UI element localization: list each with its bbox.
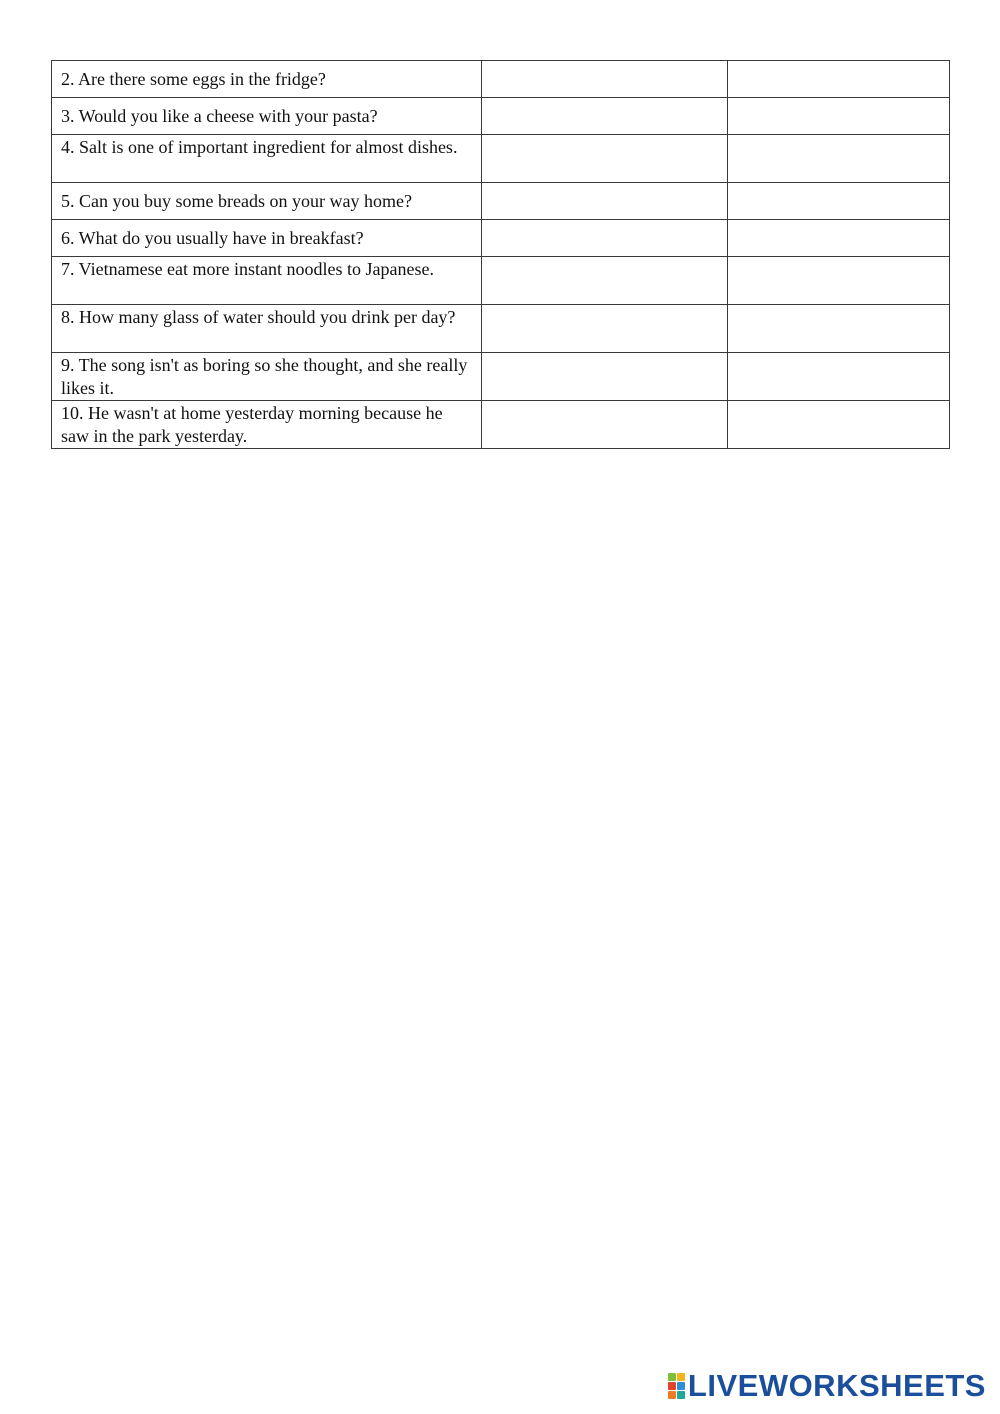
- question-cell: 2. Are there some eggs in the fridge?: [52, 61, 482, 98]
- question-cell: 7. Vietnamese eat more instant noodles to Japanese.: [52, 257, 482, 305]
- question-cell: 6. What do you usually have in breakfast?: [52, 220, 482, 257]
- logo-tile: [677, 1373, 685, 1381]
- answer-cell: [728, 98, 950, 135]
- answer-cell: [482, 135, 728, 183]
- logo-wordmark: LIVEWORKSHEETS: [687, 1368, 986, 1403]
- table-row: [52, 135, 950, 183]
- table-row: [52, 305, 950, 353]
- answer-cell: [728, 183, 950, 220]
- answer-cell: [728, 61, 950, 98]
- answer-cell: [728, 257, 950, 305]
- answer-cell: [482, 98, 728, 135]
- question-cell: 3. Would you like a cheese with your pasta?: [52, 98, 482, 135]
- answer-cell: [482, 61, 728, 98]
- table-row: [52, 353, 950, 401]
- liveworksheets-logo-icon: [668, 1373, 685, 1399]
- question-cell: 10. He wasn't at home yesterday morning because he saw in the park yesterday.: [52, 401, 482, 449]
- answer-cell: [482, 183, 728, 220]
- table-row: [52, 401, 950, 449]
- logo-tile: [677, 1382, 685, 1390]
- answer-cell: [482, 353, 728, 401]
- question-cell: 5. Can you buy some breads on your way home?: [52, 183, 482, 220]
- table-row: [52, 61, 950, 98]
- answer-cell: [482, 305, 728, 353]
- liveworksheets-logo: [668, 1368, 986, 1404]
- table-row: [52, 98, 950, 135]
- logo-tile: [668, 1382, 676, 1390]
- worksheet-table: [51, 60, 950, 449]
- table-row: [52, 220, 950, 257]
- table-row: [52, 183, 950, 220]
- answer-cell: [728, 135, 950, 183]
- answer-cell: [482, 257, 728, 305]
- question-cell: 8. How many glass of water should you drink per day?: [52, 305, 482, 353]
- question-cell: 4. Salt is one of important ingredient for almost dishes.: [52, 135, 482, 183]
- logo-tile: [668, 1391, 676, 1399]
- answer-cell: [482, 401, 728, 449]
- question-cell: 9. The song isn't as boring so she thought, and she really likes it.: [52, 353, 482, 401]
- answer-cell: [482, 220, 728, 257]
- answer-cell: [728, 353, 950, 401]
- answer-cell: [728, 401, 950, 449]
- table-row: [52, 257, 950, 305]
- logo-tile: [677, 1391, 685, 1399]
- logo-tile: [668, 1373, 676, 1381]
- answer-cell: [728, 305, 950, 353]
- answer-cell: [728, 220, 950, 257]
